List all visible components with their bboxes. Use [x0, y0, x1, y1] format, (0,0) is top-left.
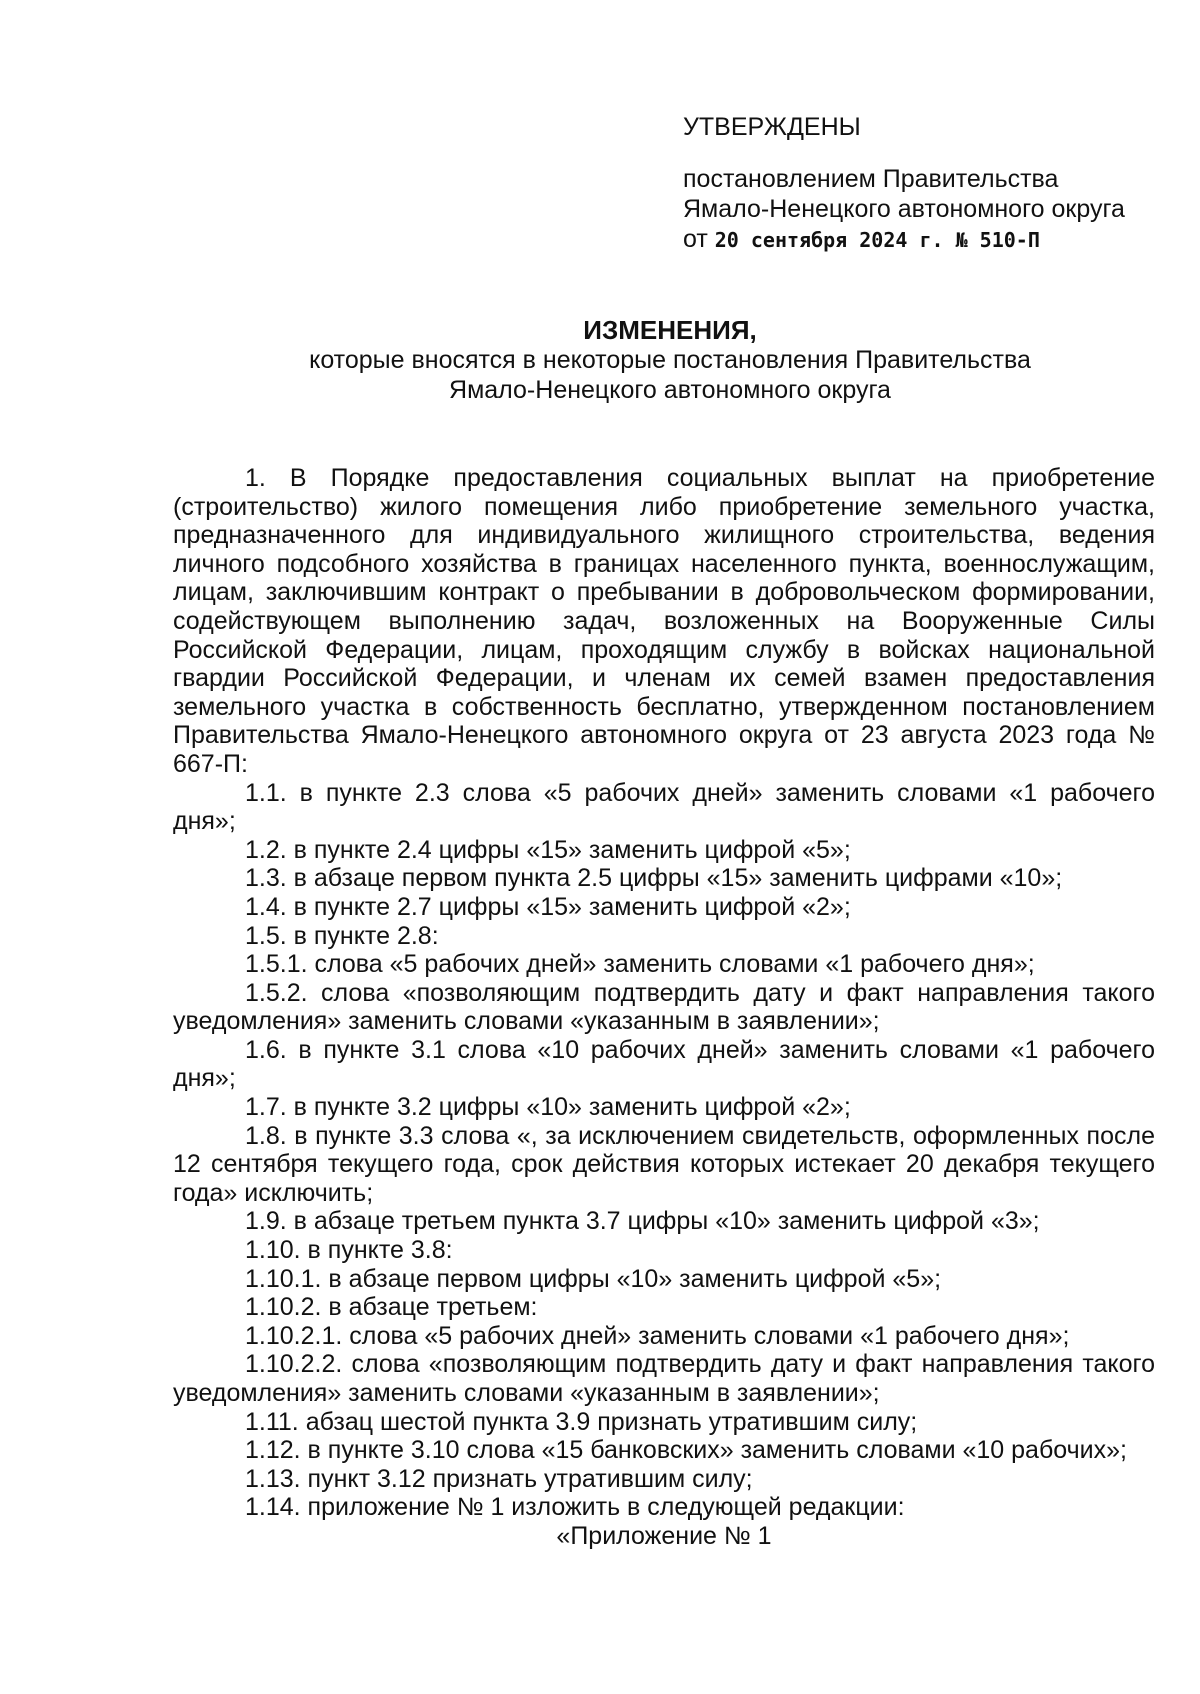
paragraph: 1.10.2.1. слова «5 рабочих дней» заменить словами «1 рабочего дня»;: [245, 1321, 1070, 1350]
document-title: ИЗМЕНЕНИЯ,: [583, 315, 757, 345]
paragraph: 1.10.2.2. слова «позволяющим подтвердить дату и факт направления такого уведомления» заменить словами «указанным в заявлении»;: [173, 1350, 1155, 1407]
document-subtitle-line-1: которые вносятся в некоторые постановления Правительства: [309, 346, 1031, 374]
paragraph: 1.2. в пункте 2.4 цифры «15» заменить цифрой «5»;: [245, 835, 851, 864]
paragraph: 1.5.1. слова «5 рабочих дней» заменить словами «1 рабочего дня»;: [245, 950, 1035, 979]
approval-date-number: 20 сентября 2024 г. № 510-П: [714, 228, 1040, 252]
document-body: [173, 464, 1155, 1551]
approval-stamp: УТВЕРЖДЕНЫ: [683, 113, 861, 141]
approval-prefix: от: [683, 225, 708, 253]
paragraph: 1.7. в пункте 3.2 цифры «10» заменить цифрой «2»;: [245, 1093, 851, 1122]
appendix-heading: «Приложение № 1: [556, 1521, 772, 1550]
approval-line-1: постановлением Правительства: [683, 165, 1059, 193]
document-subtitle-line-2: Ямало-Ненецкого автономного округа: [449, 376, 891, 404]
paragraph: 1.4. в пункте 2.7 цифры «15» заменить цифрой «2»;: [245, 892, 851, 921]
paragraph: 1.8. в пункте 3.3 слова «, за исключением свидетельств, оформленных после 12 сентября текущего года, срок действия которых истекает 20 декабря текущего года» исключить;: [173, 1121, 1155, 1207]
paragraph: 1.13. пункт 3.12 признать утратившим силу;: [245, 1464, 753, 1493]
approval-date-line: [683, 224, 1163, 255]
paragraph: 1.10.1. в абзаце первом цифры «10» заменить цифрой «5»;: [245, 1264, 942, 1293]
paragraph: 1.10.2. в абзаце третьем:: [245, 1293, 538, 1322]
approval-block: [683, 112, 1163, 255]
paragraph: 1.3. в абзаце первом пункта 2.5 цифры «15» заменить цифрами «10»;: [245, 864, 1063, 893]
document-title-block: [170, 315, 1170, 405]
paragraph: 1.5. в пункте 2.8:: [245, 921, 439, 950]
approval-line-2: Ямало-Ненецкого автономного округа: [683, 195, 1125, 223]
paragraph: 1.5.2. слова «позволяющим подтвердить дату и факт направления такого уведомления» заменить словами «указанным в заявлении»;: [173, 978, 1155, 1036]
paragraph: 1.1. в пункте 2.3 слова «5 рабочих дней» заменить словами «1 рабочего дня»;: [173, 778, 1155, 836]
paragraph: 1.14. приложение № 1 изложить в следующей редакции:: [245, 1493, 905, 1522]
paragraph: 1.10. в пункте 3.8:: [245, 1236, 453, 1265]
paragraph: 1.11. абзац шестой пункта 3.9 признать утратившим силу;: [245, 1407, 918, 1436]
paragraph: 1.6. в пункте 3.1 слова «10 рабочих дней» заменить словами «1 рабочего дня»;: [173, 1035, 1155, 1093]
paragraph: 1.12. в пункте 3.10 слова «15 банковских» заменить словами «10 рабочих»;: [245, 1436, 1127, 1465]
paragraph: 1.9. в абзаце третьем пункта 3.7 цифры «10» заменить цифрой «3»;: [245, 1207, 1040, 1236]
paragraph: 1. В Порядке предоставления социальных выплат на приобретение (строительство) жилого помещения либо приобретение земельного участка, предназначенного для индивидуального жилищного строительства, ведения личного подсобного хозяйства в границах населенного пункта, военнослужащим, лицам, заключившим контракт о пребывании в добровольческом формировании, содействующем выполнению задач, возложенных на Вооруженные Силы Российской Федерации, лицам, проходящим службу в войсках национальной гвардии Российской Федерации, и членам их семей взамен предоставления земельного участка в собственность бесплатно, утвержденном постановлением Правительства Ямало-Ненецкого автономного округа от 23 августа 2023 года № 667-П:: [173, 464, 1155, 778]
